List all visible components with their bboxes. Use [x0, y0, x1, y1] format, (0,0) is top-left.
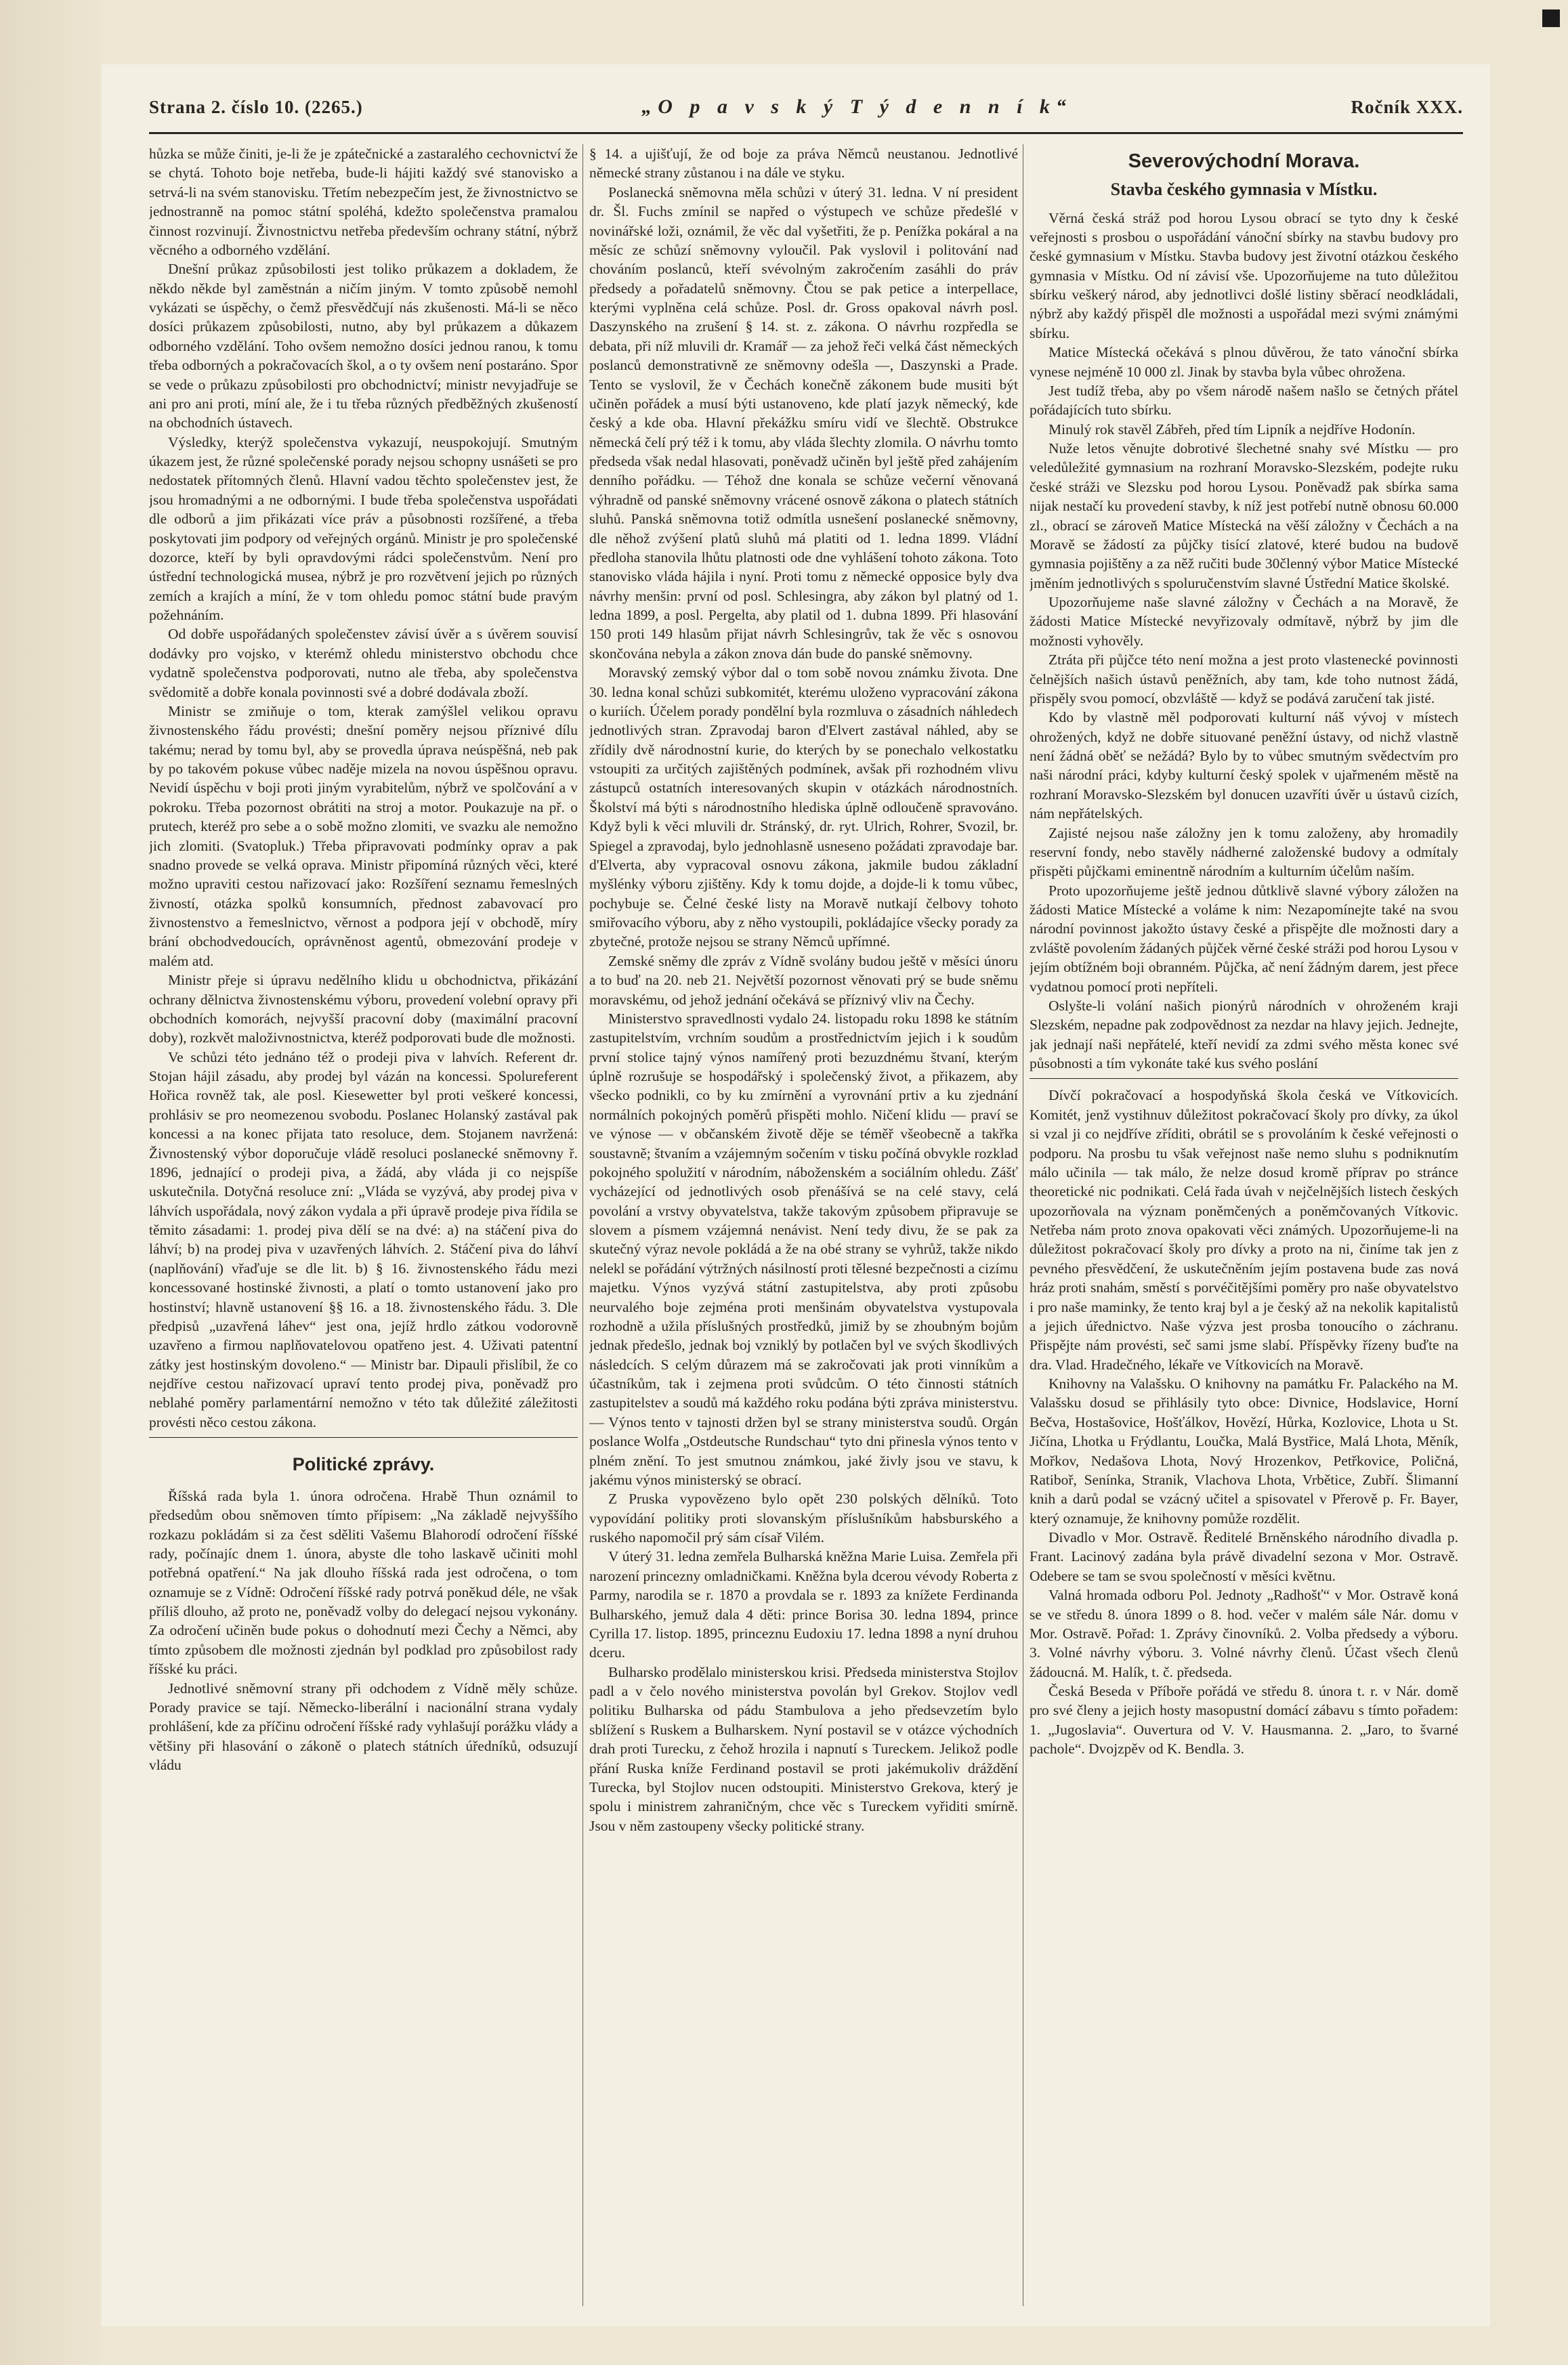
column-2: [589, 144, 1018, 2306]
paragraph: Z Pruska vypovězeno bylo opět 230 polských dělníků. Toto vypovídání politiky proti slovanským příslušníkům habsburského a ruského napomočil prý sám císař Vilém.: [589, 1491, 1018, 1546]
masthead: [149, 83, 1463, 131]
newspaper-title: „O p a v s k ý T ý d e n n í k“: [641, 95, 1072, 118]
paragraph: Věrná česká stráž pod horou Lysou obrací se tyto dny k české veřejnosti s prosbou o uspořádání vánoční sbírky na stavbu budovy pro české gymnasium v Místku. Stavba budovy jest životní otázkou českého gymnasia v Místku. Od ní závisí vše. Upozorňujeme na tuto důležitou sbírku veškerý národ, aby jednotlivci došlé listiny sběrací neodkládali, nýbrž aby každý přispěl dle možnosti a uspořádal mezi svými známými sbírku.: [1030, 209, 1458, 341]
paragraph: Od dobře uspořádaných společenstev závisí úvěr a s úvěrem souvisí dodávky pro vojsko, v kterémž ohledu ministerstvo obchodu chce vydatně společenstva podporovati, nutno ale třeba, aby společenstva svědomitě a dobře konala povinnosti své a dobré dodávala zboží.: [149, 626, 578, 700]
paragraph: Moravský zemský výbor dal o tom sobě novou známku života. Dne 30. ledna konal schůzi subkomitét, kterému uloženo vypracování zákona o kuriích. Účelem porady pondělní byla rozmluva o zásadních náhledech jednotlivých stran. Zpravodaj baron d'Elvert zastával náhled, aby se zřídily dvě národnostní kurie, do kterých by se ponechalo velkostatku vstoupiti za určitých zajištěných podmínek, avšak při rozhodném vlivu zástupců ostatních interesovaných skupin v otázkách národnostních. Školství má býti s národnostního hlediska úplně odloučeně spravováno. Když byli k věci mluvili dr. Stránský, dr. ryt. Ulrich, Rohrer, Svozil, br. Spiegel a zpravodaj, bylo jednohlasně usneseno požádati zpravodaje bar. d'Elverta, aby vypracoval osnovu zákona, jakmile budou základní myšlénky výboru zjištěny. Kdy k tomu dojde, a dojde-li k tomu vůbec, pochybuje se. Čelné české listy na Moravě nutkají čelbovy tohoto smiřovacího výboru, aby z něho vystoupili, pokládajíce všecky porady za zbytečné, protože nejsou se strany Němců upřímné.: [589, 664, 1018, 950]
paragraph: Valná hromada odboru Pol. Jednoty „Radhošť“ v Mor. Ostravě koná se ve středu 8. února 1899 o 8. hod. večer v malém sále Nár. domu v Mor. Ostravě. Pořad: 1. Zprávy činovníků. 2. Volba předsedy a výboru. 3. Volné návrhy výboru. 3. Volné návrhy členů. Účast všech členů žádoucná. M. Halík, t. č. předseda.: [1030, 1587, 1458, 1680]
paragraph: Jest tudíž třeba, aby po všem národě našem našlo se četných přátel pořádajících tuto sbírku.: [1030, 382, 1458, 419]
paragraph: Ministerstvo spravedlnosti vydalo 24. listopadu roku 1898 ke státním zastupitelstvím, vrchním soudům a prostřednictvím jejich i k soudům první stolice tajný výnos namířený proti bezuzdnému štvaní, kterým úplně rozrušuje se hospodářský i společenský život, a přikazem, aby všecko podnikli, co by ku zmírnění a vyrovnání prtiv a ku zjednání normálních pokojných poměrů přispěti mohlo. Ničení klidu — praví se ve výnose — v občanském životě děje se téměř všeobecně a takřka soustavně; štvaním a vzájemným sočením v tisku počíná obvykle rozklad pokojného spolužití v národním, náboženském a sociálním ohledu. Zášť vycházející od jednotlivých osob přenášívá se na celé stavy, celá povolání a vrstvy obyvatelstva, takže takovým způsobem připravuje se slovem a písmem vzájemná nenávist. Není tedy divu, že se pak za skutečný výraz nevole pokládá a že na obé strany se vyhrůž, takže nikdo nelekl se pořádání výtržných násilností proti tělesné bezpečnosti a cizímu majetku. Výnos vyzývá státní zastupitelstva, aby proti způsobu neurvalého boje zejména proti menšinám obyvatelstva vystupovala rozhodně a užila příslušných prostředků, jimiž by se zhoubným bojům jednak předešlo, jednak boj vzniklý by potlačen byl ve svých škodlivých následcích. S celým důrazem má se zakročovati jak proti vinníkům a účastníkům, tak i zejmena proti svůdcům. O této činnosti státních zastupitelstev a soudů má každého roku podána býti zpráva ministerstvu. — Výnos tento v tajnosti držen byl se strany ministerstva soudů. Orgán poslance Wolfa „Ostdeutsche Rundschau“ tyto dni přinesla výnos tento v plném znění. To jest smutnou známkou, jaké živly jsou ve stavu, k jakému výnos ministerský se obrací.: [589, 1010, 1018, 1488]
paragraph: Nuže letos věnujte dobrotivé šlechetné snahy své Místku — pro veledůležité gymnasium na rozhraní Moravsko-Slezském, podejte ruku české stráži ve Slezsku pod horou Lysou. Poněvadž pak sbírka sama nijak nestačí ku provedení stavby, k níž jest potřebí nutně obnosu 60.000 zl., obrací se zároveň Matice Místecká na věší záložny v Čechách a na Moravě se žádostí za půjčky tisící zlatové, které budou na budově gymnasia pojištěny a za něž ručiti bude 30členný výbor Matice Místecké jměním jednotlivých s spoluručenstvím slavné Ústřední Matice školské.: [1030, 440, 1458, 591]
paragraph: Zajisté nejsou naše záložny jen k tomu založeny, aby hromadily reservní fondy, nebo stavěly nádherné založenské budovy a odmítaly přispěti půjčkami eminentně národním a kulturním účelům naším.: [1030, 824, 1458, 880]
paragraph: Proto upozorňujeme ještě jednou důtklivě slavné výbory záložen na žádosti Matice Místecké a voláme k nim: Nezapomínejte také na svou národní povinnost jakožto ústavy české a přispějte dle možnosti dary a zvláště povolením žádaných půjček věrné české stráži pod horou Lysou v jejím obtížném boji obranném. Půjčka, ač není žádným darem, jest přece vydatnou pomocí proti nepříteli.: [1030, 882, 1458, 995]
paragraph: Minulý rok stavěl Zábřeh, před tím Lipník a nejdříve Hodonín.: [1048, 421, 1416, 438]
paragraph: Ztráta při půjčce této není možna a jest proto vlastenecké povinnosti čelnějších našich ústavů peněžních, aby tam, kde toho nutnost žádá, přispěly svou pomocí, obzvláště — když se podává zaručení tak jisté.: [1030, 652, 1458, 706]
paragraph: Česká Beseda v Příboře pořádá ve středu 8. února t. r. v Nár. domě pro své členy a jejich hosty masopustní domácí zábavu s tímto pořadem: 1. „Jugoslavia“. Ouvertura od V. V. Hausmanna. 2. „Jaro, to švarné pachole“. Dvojzpěv od K. Bendla. 3.: [1030, 1683, 1458, 1757]
article-heading: Stavba českého gymnasia v Místku.: [1110, 179, 1378, 200]
paragraph: Výsledky, kterýž společenstva vykazují, neuspokojují. Smutným úkazem jest, že různé společenské porady nejsou schopny usnášeti se pro nedostatek přítomných členů. Hlavní vadou těchto společenstev jest, že jsou hromadnými a ne odbornými. I bude třeba společenstva uspořádati dle odborů a jim přikázati více práv a působnosti rozšířené, a třeba poskytovati jim podpory od veřejných orgánů. Ministr je pro společenské dozorce, kteří by byli opravdovými rádci společenstvům. Není pro ústřední technologická musea, nýbrž je pro rozvětvení jejich po různých zemích a krajích a míní, že v tom ohledu pomoc státní bude pravým požehnáním.: [149, 433, 578, 623]
masthead-rule: [149, 132, 1463, 134]
paragraph: Zemské sněmy dle zpráv z Vídně svolány budou ještě v měsíci únoru a to buď na 20. neb 21. Největší pozornost věnovati prý se bude sněmu moravskému, od jehož jednání očekává se příznivý vliv na Čechy.: [589, 952, 1018, 1008]
section-rule: [1030, 1078, 1458, 1079]
left-margin: [0, 0, 102, 2365]
paragraph: hůzka se může činiti, je-li že je zpátečnické a zastaralého cechovnictví že se chytá. Tohoto boje netřeba, bude-li hájiti každý své stanovisko a setrvá-li na svém stanovisku. Třetím nebezpečím jest, že živnostnictvo se jednostranně na pomoc státní spoléhá, kdežto společenstva pramalou činnost rozvinují. Živnostnictvu netřeba především ochrany státní, nýbrž věcného a odborného vzdělání.: [149, 146, 578, 258]
paragraph: Poslanecká sněmovna měla schůzi v úterý 31. ledna. V ní president dr. Šl. Fuchs zmínil se napřed o výstupech ve schůze předešlé v novinářské loži, oznámil, že věc dal vyšetřiti, že p. Penížka pokáral a na měsíc ze schůzí sněmovny vyloučil. Pak vyslovil i politování nad chováním poslanců, kteří svévolným zakročením zasáhli do práv předsedy a pořadatelů sněmovny. Čtou se pak petice a interpellace, kterými vyplněna celá schůze. Posl. dr. Gross opakoval návrh posl. Daszynského na zrušení § 14. st. z. zákona. O návrhu rozpředla se debata, při níž mluvili dr. Kramář — za jehož řeči velká část německých poslanců demonstrativně ze sněmovny odešla —, Daszynski a Prade. Tento se vyslovil, že v Čechách konečně zákonem bude musiti být učiněn pořádek a musí býti ustanoveno, kde platí jazyk německý, kde český a kde oba. Hlavní překážku smíru vidí ve šlechtě. Obstrukce německá čelí prý též i k tomu, aby vláda šlechty zlomila. O návrhu tomto předseda však nedal hlasovati, poněvadž učiněn byl ještě před zahájením denního pořádku. — Téhož dne konala se schůze večerní věnovaná výhradně od panské sněmovny vrácené osnově zákona o platech státních sluhů. Panská sněmovna totiž odmítla usnešení poslanecké sněmovny, dle něhož zvýšení platů sluhů má platiti od 1. ledna 1899. Vládní předloha stanovila lhůtu platnosti ode dne vyhlášení tohoto zákona. Toto stanovisko vláda hájila i nyní. Proti tomu z německé opposice byly dva návrhy menšin: první od posl. Schlesingra, aby zákon byl platný od 1. ledna 1899, a posl. Pergelta, aby platil od 1. dubna 1899. Při hlasování 150 proti 149 hlasům přijat návrh Schlesingrův, tak že věc s osnovou skončována nebyla a zákon znova dán bude do panské sněmovny.: [589, 184, 1018, 662]
paragraph: Ve schůzi této jednáno též o prodeji piva v lahvích. Referent dr. Stojan hájil zásadu, aby prodej byl vázán na koncessi. Spolureferent Hořica rovněž tak, ale posl. Kiesewetter byl proti veškeré koncessi, prohlásiv se pro neomezenou svobodu. Poslanec Holanský zastával pak koncessi a na konec přijata tato resoluce, dem. Stojanem navržená: Živnostenský výbor doporučuje vládě resoluci poslanecké sněmovny ř. 1896, jednající o prodeji piva, a žádá, aby vláda ji co nejspíše uskutečnila. Dotyčná resoluce zní: „Vláda se vyzývá, aby prodej piva v láhvích uspořádala, nový zákon vydala a při úpravě prodeje piva řídila se těmito zásadami: 1. prodej piva dělí se na dvé: a) na stáčení piva do láhví; b) na prodej piva v uzavřených láhvích. 2. Stáčení piva do láhví (naplňování) vřaďuje se dle lit. b) § 16. živnostenského řádu mezi koncessované hostinské živnosti, a platí o tomto ustanovení jako pro hostinství; hlavně ustanovení §§ 16. a 18. živnostenského řádu. 3. Dle předpisů „uzavřená láhev“ jest ona, jejíž hrdlo zátkou vodorovně uzavřeno a firmou naplňovatelovou opatřeno jest. 4. Uživati patentní zátky jest hostinským dovoleno.“ — Ministr bar. Dipauli přislíbil, že co nejdříve cestou nařizovací upraví tento prodej piva, poněvadž pro neblahé poměry parlamentární nemožno v této tak důležité záležitosti provésti něco cestou zákona.: [149, 1048, 578, 1430]
scan-marker: [1542, 9, 1560, 27]
paragraph: Divadlo v Mor. Ostravě. Ředitelé Brněnského národního divadla p. Frant. Lacinový zadána byla právě divadelní sezona v Mor. Ostravě. Odebere se tam se svou společností v měsíci květnu.: [1030, 1529, 1458, 1584]
section-heading: Politické zprávy.: [292, 1454, 435, 1475]
newspaper-page: [102, 64, 1490, 2326]
section-rule: [149, 1437, 578, 1438]
paragraph: Ministr přeje si úpravu nedělního klidu u obchodnictva, přikázání ochrany dělnictva živnostenskému výboru, provedení volební opravy při obchodních komorách, nejvyšší pracovní doby (maximální pracovní doby), rozkvět maloživnostnictva, kteréž podporovati bude dle možnosti.: [149, 972, 578, 1046]
column-1: [149, 144, 578, 2306]
paragraph: V úterý 31. ledna zemřela Bulharská kněžna Marie Luisa. Zemřela při narození princezny omladničkami. Kněžna byla dcerou vévody Roberta z Parmy, narodila se r. 1870 a provdala se r. 1893 za knížete Ferdinanda Bulharského, jemuž dala 4 děti: prince Borisa 30. ledna 1894, prince Cyrilla 17. listop. 1895, princeznu Eudoxiu 17. ledna 1898 a nyní druhou dceru.: [589, 1548, 1018, 1661]
paragraph: Říšská rada byla 1. února odročena. Hrabě Thun oznámil to předsedům obou sněmoven tímto přípisem: „Na základě nejvyššího rozkazu pokládám si za čest sděliti Vašemu Blahorodí odročení říšské rady, počínajíc dnem 1. února, abyste dle toho laskavě učiniti mohl potřebná opatření.“ Na jak dlouho říšská rada jest odročena, o tom oznamuje se z Vídně: Odročení říšské rady potrvá poněkud déle, ne však příliš dlouho, až proto ne, poněvadž volby do delegací nejsou vykonány. Za odročení učiněn bude pokus o dohodnutí mezi Čechy a Němci, aby tímto způsobem dle možnosti zjednán byl podklad pro způsobilost rady říšské ku práci.: [149, 1487, 578, 1678]
volume: Ročník XXX.: [1351, 96, 1463, 117]
paragraph: Dívčí pokračovací a hospodyňská škola česká ve Vítkovicích. Komitét, jenž vystihnuv důležitost pokračovací školy pro dívky, za úkol si vzal ji co nejdříve zříditi, obrátil se s provoláním k české veřejnosti o podporu. Na prosbu tu však veřejnost naše nemo sluhu s podniknutím málo učinila — tak málo, že nelze dosud kromě příprav po stránce theoretické nic podnikati. Celá řada úvah v nejčelnějších listech českých upozorňovala na význam poněmčených a poněmčovaných Vítkovic. Netřeba nám proto znova opakovati věci známých. Upozorňujeme-li na důležitost pokračovací školy pro dívky a proto na ni, činíme tak jen z pevného přesvědčení, že uskutečněním jejím postavena bude zas nová hráz proti snahám, směstí s porvéčitějšími poměry pro naše obyvatelstvo i pro naše maminky, že tento kraj byl a je český až na nekolik kapitalistů a jejich úřednictvo. Naše výzva jest prosba tonoucího o záchranu. Přispějte nám provésti, seč sami jsme slabí. Příspěvky řízeny buďte na dra. Vlad. Hradečného, lékaře ve Vítkovicích na Moravě.: [1030, 1087, 1458, 1373]
paragraph: Matice Místecká očekává s plnou důvěrou, že tato vánoční sbírka vynese nejméně 10 000 zl. Jinak by stavba byla vůbec ohrožena.: [1030, 344, 1458, 380]
paragraph: § 14. a ujišťují, že od boje za práva Němců neustanou. Jednotlivé německé strany zůstanou i na dále ve styku.: [589, 146, 1018, 182]
paragraph: Knihovny na Valašsku. O knihovny na památku Fr. Palackého na M. Valašsku dosud se přihlásily tyto obce: Divnice, Hodslavice, Horní Bečva, Hostašovice, Hošťálkov, Hovězí, Hůrka, Kozlovice, Lhota u St. Jičína, Lhotka u Frýdlantu, Loučka, Malá Bystřice, Malá Lhota, Měník, Mořkov, Nedašova Lhota, Nový Hrozenkov, Petřkovice, Poličná, Ratiboř, Senínka, Stranik, Vlachova Lhota, Vrbětice, Zubří. Šlimanní knih a darů podal se vzácný učitel a spisovatel v Přerově p. Fr. Bayer, který oznamuje, že knihovny pomůže rozdělit.: [1030, 1376, 1458, 1527]
page-number: Strana 2. číslo 10. (2265.): [149, 96, 363, 117]
paragraph: Kdo by vlastně měl podporovati kulturní náš vývoj v místech ohrožených, když ne dobře situované peněžní ústavy, od nichž vlastně není žádná oběť se nežádá? Bylo by to vůbec smutným svědectvím pro naši národní práci, kdyby kulturní český spolek v ujařmeném městě na rozhraní Moravsko-Slezském byl donucen uzavříti úvěr u ústavů cizích, nám nepřátelských.: [1030, 709, 1458, 822]
section-heading: Severovýchodní Morava.: [1128, 150, 1360, 172]
paragraph: Jednotlivé sněmovní strany při odchodem z Vídně měly schůze. Porady pravice se tají. Německo-liberální i nacionální strana vydaly prohlášení, kde za příčinu odročení říšské rady vyhlašují porážku vlády a většiny při hlasování o zákoně o platech státních úředníků, odsuzují vládu: [149, 1680, 578, 1773]
paragraph: Ministr se zmiňuje o tom, kterak zamýšlel velikou opravu živnostenského řádu provésti; dnešní poměry nejsou příznivé dílu takému; nerad by tomu byl, aby se provedla úprava neúspěšná, neb pak by po takovém pokuse vůbec naděje mizela na novou úspěšnou opravu. Nevidí úspěchu v boji proti jiným vyrabitelům, nýbrž ve spolčování a v pokroku. Třeba pozornost obrátiti na stroj a motor. Poukazuje na př. o prutech, kteréž pro sebe a o sobě možno zlomiti, ve svazku ale nemožno jich zlomiti. (Svatopluk.) Třeba připravovati podmínky oprav a pak snadno provede se velká oprava. Ministr připomíná různých věci, které možno upraviti cestou nařizovací jako: Rozšíření seznamu řemeslných živností, otázka spolků konsumních, přednost zabavovací pro živnostenstvo a řemeslnictvo, věrnost a podpora její v obchodě, míry brání obchodvedoucích, oprávněnost agentů, obmezování prodeje v malém atd.: [149, 702, 578, 969]
column-divider: [582, 144, 583, 2306]
paragraph: Dnešní průkaz způsobilosti jest toliko průkazem a dokladem, že někdo někde byl zaměstnán a ničím jiným. V tomto způsobě nemohl vykázati se úspěchy, o čemž přesvědčují nás zkušenosti. Má-li se něco dosíci průkazem způsobilosti, nutno, aby byl průkazem a důkazem odborného vzdělání. Toho ovšem nemožno dosíci jednou ranou, k tomu třeba odborných a pokračovacích škol, a o ty ovšem není postaráno. Spor se vede o průkazu způsobilosti pro obchodnictví; ministr nevyjadřuje se ani pro ani proti, míní ale, že i tu třeba různých předběžných zkušeností na obchodních ústavech.: [149, 261, 578, 431]
paragraph: Upozorňujeme naše slavné záložny v Čechách a na Moravě, že žádosti Matice Místecké nevyřizovaly odmítavě, nýbrž by jim dle možnosti vyhověly.: [1030, 594, 1458, 649]
column-3: [1030, 144, 1458, 2306]
paragraph: Bulharsko prodělalo ministerskou krisi. Předseda ministerstva Stojlov padl a v čelo nového ministerstva povolán byl Grekov. Stojlov vedl politiku Bulharska od pádu Stambulova a jeho předsevzetím bylo sblížení s Ruskem a Bulharskem. Nyní postavil se v otázce východních drah proti Turecku, z čehož hrozila i napnutí s Tureckem. Jelikož podle přání Ruska kníže Ferdinand postavil se proti jakémukoliv dráždění Turecka, byl Stojlov nucen odstoupiti. Ministerstvo Grekova, který je spolu i ministrem zahraničným, chce věc s Tureckem vyřiditi smírně. Jsou v něm zastoupeny všecky politické strany.: [589, 1663, 1018, 1834]
paragraph: Oslyšte-li volání našich pionýrů národních v ohroženém kraji Slezském, nepadne pak zodpovědnost za nezdar na hlavy jejich. Jednejte, jak jednají naši nepřátelé, kteří nevidí za zdmi svého města konec své působnosti a tím vykonáte také kus svého poslání: [1030, 997, 1458, 1072]
